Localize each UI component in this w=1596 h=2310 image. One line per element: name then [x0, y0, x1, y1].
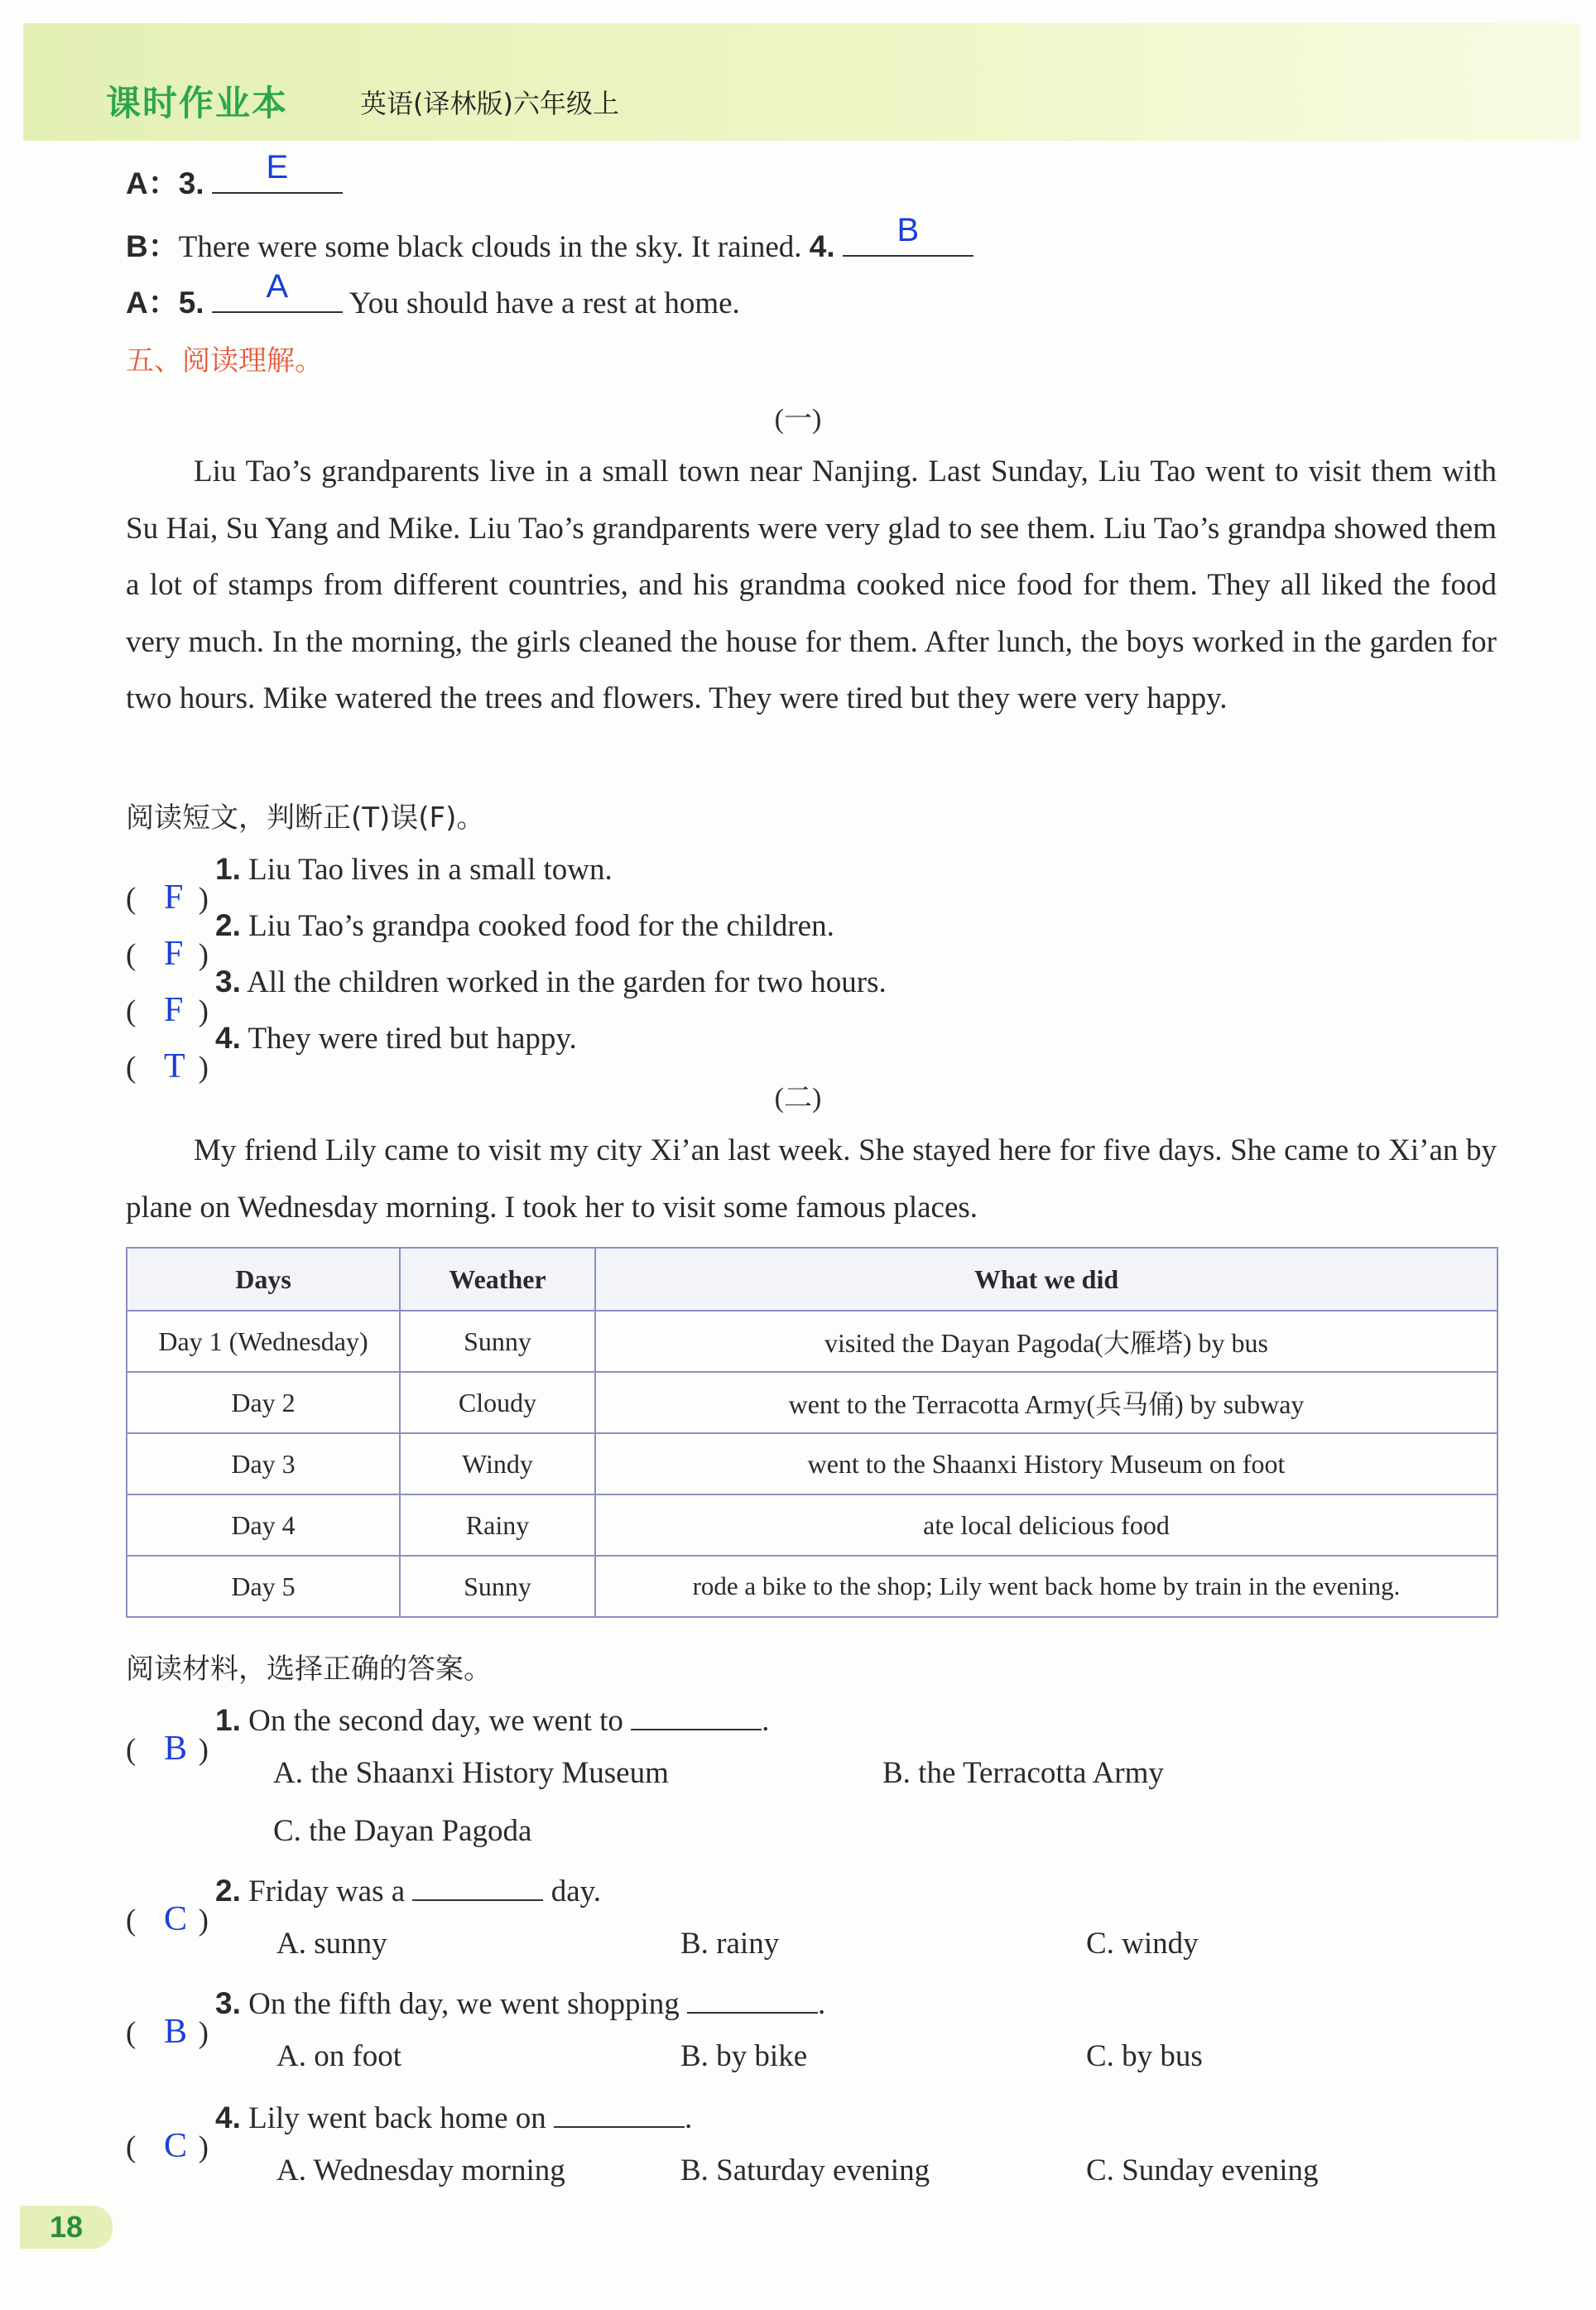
mc-question-1: ( B ) 1. On the second day, we went to . — [126, 1701, 769, 1741]
mc-question-3: ( B ) 3. On the fifth day, we went shopping . — [126, 1984, 825, 2024]
book-subtitle: 英语(译林版)六年级上 — [360, 88, 619, 119]
answer-blank[interactable] — [554, 2098, 685, 2128]
option-c[interactable]: C. the Dayan Pagoda — [273, 1814, 532, 1848]
passage-2-instruction: 阅读材料，选择正确的答案。 — [126, 1653, 492, 1686]
tf-question-1: ( F ) 1. Liu Tao lives in a small town. — [126, 852, 613, 917]
option-b[interactable]: B. the Terracotta Army — [882, 1756, 1164, 1790]
table-row: Day 1 (Wednesday) Sunny visited the Dayan Pagoda(大雁塔) by bus — [127, 1311, 1497, 1372]
passage-1-heading: (一) — [774, 404, 822, 435]
option-c[interactable]: C. Sunday evening — [1086, 2154, 1319, 2187]
option-a[interactable]: A. the Shaanxi History Museum — [273, 1756, 669, 1790]
table-row: Day 2 Cloudy went to the Terracotta Army(兵马俑) by subway — [127, 1372, 1497, 1433]
answer-blank[interactable]: B — [843, 227, 973, 257]
tf-question-2: ( F ) 2. Liu Tao’s grandpa cooked food for the children. — [126, 908, 834, 973]
table-row: Day 5 Sunny rode a bike to the shop; Lily went back home by train in the evening. — [127, 1556, 1497, 1617]
option-b[interactable]: B. rainy — [680, 1927, 780, 1961]
passage-1-text: Liu Tao’s grandparents live in a small town near Nanjing. Last Sunday, Liu Tao went to visit them with Su Hai, Su Yang and Mike. Liu Tao’s grandparents were very glad to see them. Liu Tao’s grandpa showed them a lot of stamps from different countries, and his grandma cooked nice food for them. They all liked the food very much. In the morning, the girls cleaned the house for them. After lunch, the boys worked in the garden for two hours. Mike watered the trees and flowers. They were tired but they were very happy. — [126, 455, 1497, 715]
option-c[interactable]: C. windy — [1086, 1927, 1199, 1961]
passage-2-heading: (二) — [774, 1083, 822, 1114]
schedule-table — [126, 1247, 1498, 1618]
answer-blank[interactable]: E — [212, 164, 343, 194]
option-b[interactable]: B. by bike — [680, 2039, 808, 2073]
passage-1-instruction: 阅读短文，判断正(T)误(F)。 — [126, 801, 485, 835]
tf-question-3: ( F ) 3. All the children worked in the garden for two hours. — [126, 965, 887, 1029]
table-row: Day 4 Rainy ate local delicious food — [127, 1494, 1497, 1556]
option-a[interactable]: A. sunny — [276, 1927, 387, 1961]
answer-blank[interactable]: A — [212, 283, 343, 313]
section-title: 五、阅读理解。 — [126, 344, 323, 378]
page-number: 18 — [20, 2206, 113, 2249]
option-b[interactable]: B. Saturday evening — [680, 2154, 930, 2187]
answer-blank[interactable] — [687, 1984, 818, 2014]
table-row: Day 3 Windy went to the Shaanxi History Museum on foot — [127, 1433, 1497, 1494]
tf-question-4: ( T ) 4. They were tired but happy. — [126, 1021, 577, 1085]
dialogue-line-3: A：3. E — [126, 164, 343, 203]
dialogue-line-4: B：There were some black clouds in the sky. It rained. 4. B — [126, 227, 973, 266]
option-c[interactable]: C. by bus — [1086, 2039, 1203, 2073]
brand-title: 课时作业本 — [106, 83, 289, 123]
answer-blank[interactable] — [631, 1701, 762, 1730]
answer-blank[interactable] — [412, 1871, 543, 1901]
mc-question-2: ( C ) 2. Friday was a day. — [126, 1871, 601, 1912]
option-a[interactable]: A. on foot — [276, 2039, 402, 2073]
dialogue-line-5: A：5. A You should have a rest at home. — [126, 268, 740, 320]
option-a[interactable]: A. Wednesday morning — [276, 2154, 565, 2187]
mc-question-4: ( C ) 4. Lily went back home on . — [126, 2098, 692, 2139]
table-header-row: Days Weather What we did — [127, 1248, 1497, 1311]
passage-2-text: My friend Lily came to visit my city Xi’an last week. She stayed here for five days. She came to Xi’an by plane on Wednesday morning. I took her to visit some famous places. — [126, 1133, 1497, 1225]
